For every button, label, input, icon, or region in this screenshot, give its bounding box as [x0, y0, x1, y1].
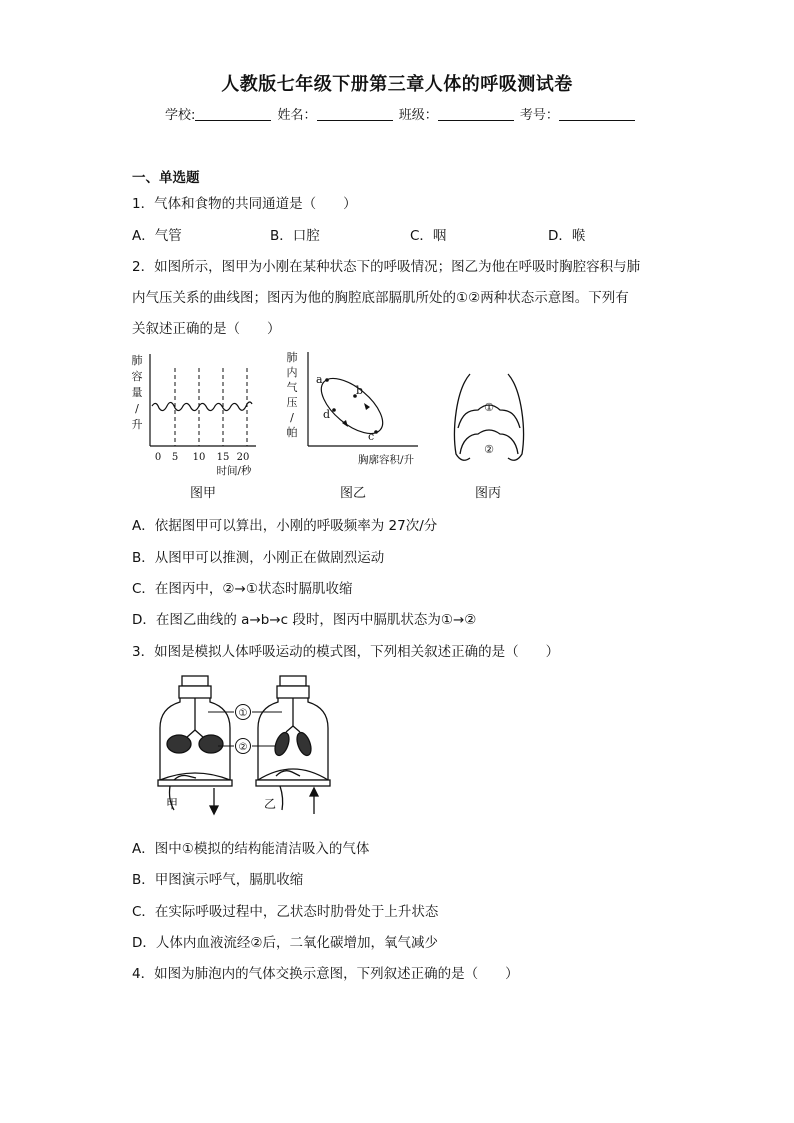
q1-option-c: C．咽 [410, 228, 447, 244]
yi-label-c: c [368, 430, 375, 443]
jar-yi-membrane [258, 769, 328, 780]
jia-xlabel: 时间/秒 [216, 465, 252, 477]
yi-caption: 图乙 [340, 486, 367, 501]
q2-option-b: B．从图甲可以推测，小刚正在做剧烈运动 [132, 550, 385, 566]
jar-yi-arrow-head [310, 788, 318, 796]
bing-caption: 图丙 [475, 486, 502, 501]
yi-label-d: d [323, 408, 331, 421]
jia-ylabel-char: 量 [131, 386, 143, 399]
figure-bing [448, 370, 530, 468]
yi-ylabel-char: / [290, 411, 294, 424]
model-caption-yi: 乙 [264, 797, 277, 811]
jia-ylabel-char: 容 [131, 370, 143, 383]
q2-option-c: C．在图丙中，②→①状态时膈肌收缩 [132, 581, 353, 597]
jar-yi-stopper-top [280, 676, 306, 686]
yi-ylabel-char: 压 [286, 396, 298, 409]
jia-xtick: 5 [171, 452, 179, 463]
jia-volume-curve [152, 402, 252, 411]
yi-loop [312, 368, 392, 443]
q4-stem: 4．如图为肺泡内的气体交换示意图，下列叙述正确的是（ ） [132, 966, 519, 982]
q2-option-a: A．依据图甲可以算出，小刚的呼吸频率为 27次/分 [132, 518, 438, 534]
jar-jia-arrow-head [210, 806, 218, 814]
jar-yi [256, 676, 330, 814]
q1-option-a: A．气管 [132, 228, 182, 244]
jar-jia-stopper [179, 686, 211, 698]
school-label: 学校: [165, 108, 196, 123]
q3-option-a: A．图中①模拟的结构能清洁吸入的气体 [132, 841, 370, 857]
jar-jia-base [158, 780, 232, 786]
page-title: 人教版七年级下册第三章人体的呼吸测试卷 [221, 74, 573, 95]
jar-yi-bronchus-right [293, 726, 300, 732]
yi-label-a: a [316, 373, 323, 386]
q2-stem-line-2: 内气压关系的曲线图；图丙为他的胸腔底部膈肌所处的①②两种状态示意图。下列有 [132, 290, 629, 306]
q1-stem: 1．气体和食物的共同通道是（ ） [132, 196, 357, 212]
number-blank[interactable] [559, 108, 635, 121]
yi-arrow-down [364, 403, 370, 410]
yi-ylabel-char: 肺 [286, 351, 298, 364]
name-blank[interactable] [317, 108, 393, 121]
yi-ylabel-char: 帕 [286, 426, 298, 439]
model-label-1: ① [238, 708, 248, 719]
q3-option-c: C．在实际呼吸过程中，乙状态时肋骨处于上升状态 [132, 904, 439, 920]
jar-yi-wrist [280, 786, 283, 810]
q1-option-d: D．喉 [548, 228, 586, 244]
yi-point-c [374, 430, 378, 434]
jia-xtick: 10 [192, 452, 206, 463]
jar-jia-hand [174, 776, 196, 781]
yi-point-a [325, 378, 329, 382]
yi-ylabel-char: 气 [286, 381, 298, 394]
class-blank[interactable] [438, 108, 514, 121]
jar-jia-stopper-top [182, 676, 208, 686]
yi-point-d [332, 408, 336, 412]
jia-caption: 图甲 [190, 486, 217, 501]
q2-option-d: D．在图乙曲线的 a→b→c 段时，图丙中膈肌状态为①→② [132, 612, 477, 628]
jia-dashed-lines [175, 368, 247, 446]
name-label: 姓名： [277, 108, 317, 123]
jia-xtick: 20 [236, 452, 250, 463]
student-info-line [165, 104, 637, 123]
jia-xticks [155, 452, 250, 463]
jar-yi-lung-right [294, 731, 313, 758]
figure-bell-jar-model [152, 672, 342, 822]
jar-yi-bronchus-left [286, 726, 293, 732]
bing-label-1: ① [484, 401, 494, 414]
jia-ylabel [132, 353, 143, 431]
jar-yi-base [256, 780, 330, 786]
jar-yi-stopper [277, 686, 309, 698]
jar-jia [158, 676, 232, 814]
jar-jia-lung-left [167, 735, 191, 753]
q1-option-b: B．口腔 [270, 228, 320, 244]
school-blank[interactable] [195, 108, 271, 121]
jar-yi-hand [276, 771, 300, 776]
figure-yi [282, 348, 422, 470]
model-caption-jia: 甲 [166, 797, 179, 811]
jia-ylabel-char: 肺 [131, 354, 143, 367]
bing-label-2: ② [484, 443, 494, 456]
q3-option-d: D．人体内血液流经②后，二氧化碳增加，氧气减少 [132, 935, 438, 951]
jia-ylabel-char: 升 [131, 418, 143, 431]
jia-xtick: 0 [154, 452, 162, 463]
number-label: 考号： [519, 108, 559, 123]
yi-xlabel: 胸廓容积/升 [357, 454, 415, 466]
class-label: 班级： [398, 108, 438, 123]
yi-ylabel [287, 350, 298, 439]
jia-ylabel-char: / [135, 402, 139, 415]
yi-label-b: b [356, 384, 364, 397]
q2-stem-line-1: 2．如图所示，图甲为小刚在某种状态下的呼吸情况；图乙为他在呼吸时胸腔容积与肺 [132, 259, 641, 275]
jia-xtick: 15 [216, 452, 230, 463]
model-label-2: ② [238, 742, 248, 753]
jar-jia-membrane [160, 773, 230, 780]
yi-ylabel-char: 内 [286, 366, 298, 379]
section-title: 一、单选题 [132, 170, 200, 186]
q3-option-b: B．甲图演示呼气，膈肌收缩 [132, 872, 304, 888]
q2-stem-line-3: 关叙述正确的是（ ） [132, 321, 281, 337]
figure-jia [128, 348, 268, 498]
q3-stem: 3．如图是模拟人体呼吸运动的模式图，下列相关叙述正确的是（ ） [132, 644, 560, 660]
jar-jia-lung-right [199, 735, 223, 753]
jar-yi-lung-left [272, 731, 291, 758]
